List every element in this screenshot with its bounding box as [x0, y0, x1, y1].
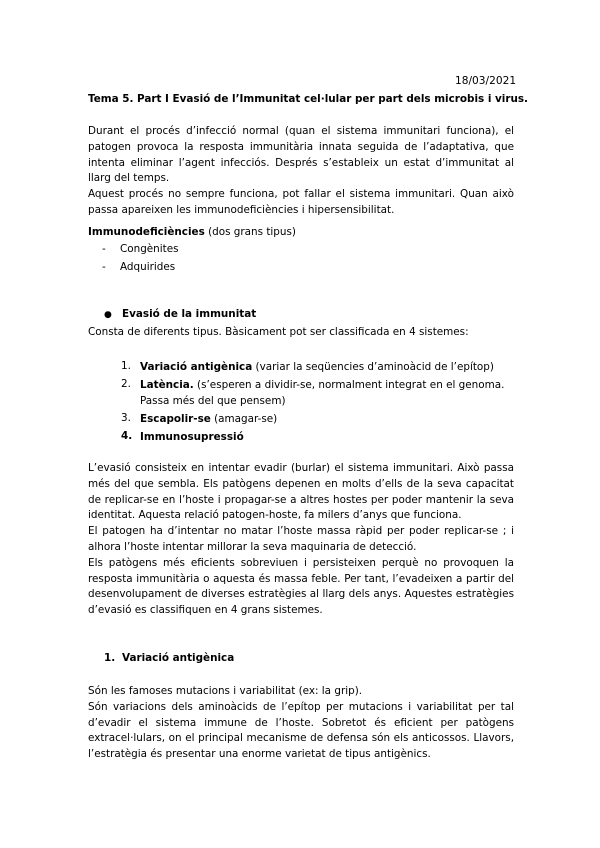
body-paragraph-3: Els patògens més eficients sobreviuen i persisteixen perquè no provoquen la resposta immunitària o aquesta és massa feble. Per tant, l’evadeixen a partir del desenvolupament de diverses estratègies al llarg dels anys. Aquestes estratègies d’evasió es classifiquen en 4 grans sistemes. — [88, 556, 514, 617]
immunodeficiency-heading-bold: Immunodeficiències — [88, 226, 205, 238]
list-item-bold: Escapolir-se — [140, 413, 211, 425]
list-item-text — [140, 376, 514, 410]
section-number: 1. — [104, 652, 116, 664]
document-title: Tema 5. Part I Evasió de l’Immunitat cel·lular per part dels microbis i virus. — [88, 93, 528, 105]
section-paragraph-1: Són les famoses mutacions i variabilitat (ex: la grip). — [88, 685, 363, 697]
list-item-bold: Latència. — [140, 379, 194, 391]
list-item — [121, 358, 514, 376]
immunodeficiency-list — [102, 241, 179, 276]
intro-text-1: Durant el procés d’infecció normal (quan el sistema immunitari funciona), el patogen provoca la resposta immunitària innata seguida de l’adaptativa, que intenta eliminar l’agent infecciós. Després s’estableix un estat d’immunitat al llarg del temps. — [88, 125, 514, 185]
list-item-text — [140, 410, 514, 428]
section-paragraph-2: Són variacions dels aminoàcids de l’epítop per mutacions i variabilitat per tal d’evadir el sistema immune de l’hoste. Sobretot és eficient per patògens extracel·lulars, on el principal mecanisme de defensa són els anticossos. Llavors, l’estratègia és presentar una enorme varietat de tipus antigènics. — [88, 700, 514, 761]
section-heading-text: Variació antigènica — [122, 652, 235, 664]
evasion-systems-list — [121, 358, 514, 446]
list-number: 2. — [121, 378, 131, 390]
list-item-text — [140, 358, 514, 376]
intro-text-2: Aquest procés no sempre funciona, pot fallar el sistema immunitari. Quan això passa apareixen les immunodeficiències i hipersensibilitat. — [88, 188, 514, 216]
list-item-rest: (amagar-se) — [210, 413, 278, 425]
evasion-body — [88, 461, 514, 619]
list-item-text — [140, 428, 514, 446]
list-item — [121, 428, 514, 446]
list-item — [102, 259, 179, 277]
document-date: 18/03/2021 — [455, 75, 517, 87]
immunodeficiency-heading — [88, 225, 514, 241]
list-number: 1. — [121, 360, 131, 372]
list-item-bold: Immunosupressió — [140, 431, 244, 443]
immunodeficiency-heading-rest: (dos grans tipus) — [204, 226, 296, 238]
list-item — [121, 376, 514, 410]
list-number: 4. — [121, 430, 133, 442]
list-number: 3. — [121, 412, 131, 424]
dash-marker: - — [102, 243, 106, 255]
dash-marker: - — [102, 260, 106, 273]
list-item-text: Congènites — [120, 243, 179, 255]
body-paragraph-1: L’evasió consisteix en intentar evadir (burlar) el sistema immunitari. Això passa més del que sembla. Els patògens depenen en molts d’ells de la seva capacitat de replicar-se en l’hoste i propagar-se a altres hostes per poder mantenir la seva identitat. Aquesta relació patogen-hoste, fa milers d’anys que funciona. — [88, 462, 514, 522]
section-heading-antigenic-variation — [104, 652, 234, 664]
body-paragraph-2: El patogen ha d’intentar no matar l’hoste massa ràpid per poder replicar-se ; i alhora l’hoste intentar millorar la seva maquinaria de detecció. — [88, 525, 514, 553]
evasion-heading-text: Evasió de la immunitat — [122, 308, 257, 320]
evasion-intro: Consta de diferents tipus. Bàsicament pot ser classificada en 4 sistemes: — [88, 326, 469, 338]
list-item-rest: (s’esperen a dividir-se, normalment integrat en el genoma. Passa més del que pensem) — [140, 379, 505, 407]
list-item — [121, 410, 514, 428]
list-item-rest: (variar la seqüencies d’aminoàcid de l’epítop) — [252, 361, 494, 373]
list-item-bold: Variació antigènica — [140, 361, 253, 373]
evasion-heading — [104, 308, 256, 322]
section-body — [88, 684, 514, 763]
list-item — [102, 241, 179, 259]
list-item-text: Adquirides — [120, 260, 176, 273]
bullet-icon: ● — [104, 310, 112, 320]
intro-paragraph — [88, 124, 514, 219]
